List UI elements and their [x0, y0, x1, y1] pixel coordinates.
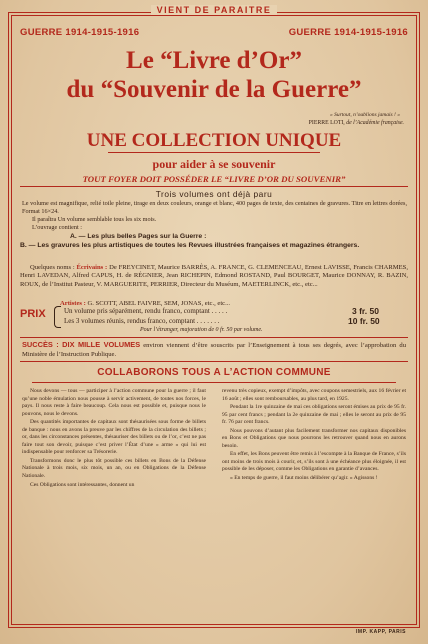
writers-label: Écrivains :	[76, 264, 108, 271]
price-row-1-text: Un volume pris séparément, rendu franco, comptant . . . . .	[64, 307, 228, 315]
right-para-1: revenu très copieux, exempt d’impôts, avec coupons semestriels, aux 16 février et 16 août ; elles sont remboursables, au plus tard, en 1925.	[222, 388, 406, 402]
artists-list: G. SCOTT, ABEL FAIVRE, SEM, JONAS, etc., etc...	[87, 300, 231, 307]
artists-label: Artistes :	[60, 300, 86, 307]
collection-heading: UNE COLLECTION UNIQUE	[86, 130, 342, 151]
collection-subheading: pour aider à se souvenir	[152, 157, 276, 171]
war-years-left: GUERRE 1914-1915-1916	[20, 27, 140, 38]
price-row-2-value: 10 fr. 50	[348, 316, 380, 326]
right-para-4: En effet, les Bons peuvent être remis à l’escompte à la Banque de France, s’ils ont moins de trois mois à courir, et, s’ils sont à une échéance plus éloignée, il est possible de les déposer, comme les Obligations en garantie d’avances.	[222, 451, 406, 473]
left-para-2: Des quantités importantes de capitaux sont thésaurisées sous forme de billets de banque : nous en avons la preuve par les chiffres de la circulation des billets ; or, dans les circonstances présentes, thésauriser des billets ou de l’or, c’est ne pas faire tout son devoir, puisque c’est priver l’État d’une « arme » qui lui est indispensable pour renforcer sa Trésorerie.	[22, 419, 206, 456]
title-line-1: Le “Livre d’Or”	[126, 47, 302, 74]
collection-slogan: TOUT FOYER DOIT POSSÉDER LE “LIVRE D’OR DU SOUVENIR”	[82, 174, 346, 184]
prices-rule	[20, 337, 408, 338]
top-label: VIENT DE PARAITRE	[0, 5, 428, 15]
writers-intro: Quelques noms :	[30, 264, 75, 271]
quote-author: PIERRE LOTI,	[308, 120, 345, 126]
war-years-right: GUERRE 1914-1915-1916	[288, 27, 408, 38]
right-para-3: Nous pouvons d’autant plus facilement transformer nos capitaux disponibles en Bons et Obligations que nous pourrons les retrouver quand nous en aurons besoin.	[222, 427, 406, 449]
description-line-3: L’ouvrage contient :	[32, 224, 82, 231]
price-row-2-text: Les 3 volumes réunis, rendus franco, comptant . . . . . . .	[64, 317, 220, 325]
quote-affiliation: de l’Académie française.	[346, 120, 404, 126]
right-para-2: Pendant la 1re quinzaine de mai ces obligations seront émises au prix de 95 fr. 95 par cent francs ; pendant la 2e quinzaine de mai ; elles le seront au prix de 95 fr. 76 par cent francs.	[222, 404, 406, 426]
success-block	[22, 341, 406, 359]
price-row-1-value: 3 fr. 50	[352, 306, 379, 316]
success-text: environ viennent d’être souscrits par l’Enseignement à tous ses degrés, avec l’approbation du Ministère de l’Instruction Publique.	[22, 342, 406, 358]
foreign-note: Pour l’étranger, majoration de 0 fr. 50 par volume.	[140, 327, 263, 333]
appeal-right-column	[222, 388, 406, 483]
left-para-3: Transformons donc le plus tôt possible ces billets en Bons de la Défense Nationale à trois mois, six mois, un an, ou en Obligations de la Défense Nationale.	[22, 457, 206, 480]
item-a: A. — Les plus belles Pages sur la Guerre :	[70, 233, 207, 240]
imprint: IMP. KAPP, PARIS	[356, 629, 406, 635]
left-para-4: Ces Obligations sont intéressantes, donnent un	[30, 481, 135, 488]
title-line-2: du “Souvenir de la Guerre”	[66, 76, 362, 103]
appeal-heading: COLLABORONS TOUS A L’ACTION COMMUNE	[97, 367, 331, 378]
appeal-left-column	[22, 388, 206, 489]
prices-brace	[54, 306, 61, 328]
description-line-2: Il paraîtra Un volume semblable tous les six mois.	[32, 216, 157, 223]
quote-line-1: « Surtout, n’oublions jamais ! »	[330, 112, 400, 118]
volumes-line: Trois volumes ont déjà paru	[155, 189, 273, 199]
success-lead: SUCCÈS : DIX MILLE VOLUMES	[22, 340, 141, 349]
item-b: B. — Les gravures les plus artistiques de toutes les Revues illustrées françaises et magazines étrangers.	[20, 242, 360, 249]
success-rule	[20, 361, 408, 362]
right-para-5: « En temps de guerre, il faut moins délibérer qu’agir. » Agissons !	[230, 475, 378, 482]
prices-label: PRIX	[20, 308, 46, 320]
left-para-1: Nous devons — tous — participer à l’action commune pour la guerre ; il faut qu’une noble émulation nous pousse à servir activement, de toutes nos forces, le pays. Il nous reste à faire beaucoup. Cela nous est possible et, puisque nous le pouvons, nous le devons.	[22, 388, 206, 417]
appeal-rule	[32, 382, 396, 383]
description-line-1: Le volume est magnifique, relié toile pleine, tirage en deux couleurs, orange et blanc, 400 pages de texte, des centaines de gravures. Titre en lettres dorées, Format 16×24.	[22, 200, 407, 215]
writers-list: De FREYCINET, Maurice BARRÈS, A. FRANCE, G. CLEMENCEAU, Ernest LAVISSE, Francis CHARMES, Henri LAVEDAN, Alfred CAPUS, H. de RÉGNIER, Jean RICHEPIN, Edmond ROSTAND, Paul BOURGET, Maurice DONNAY, R. BAZIN, ROUX, de l’Institut Pasteur, V. MARGUERITE, PERRIER, Directeur du Muséum, MAETERLINCK, etc., etc...	[20, 264, 408, 288]
